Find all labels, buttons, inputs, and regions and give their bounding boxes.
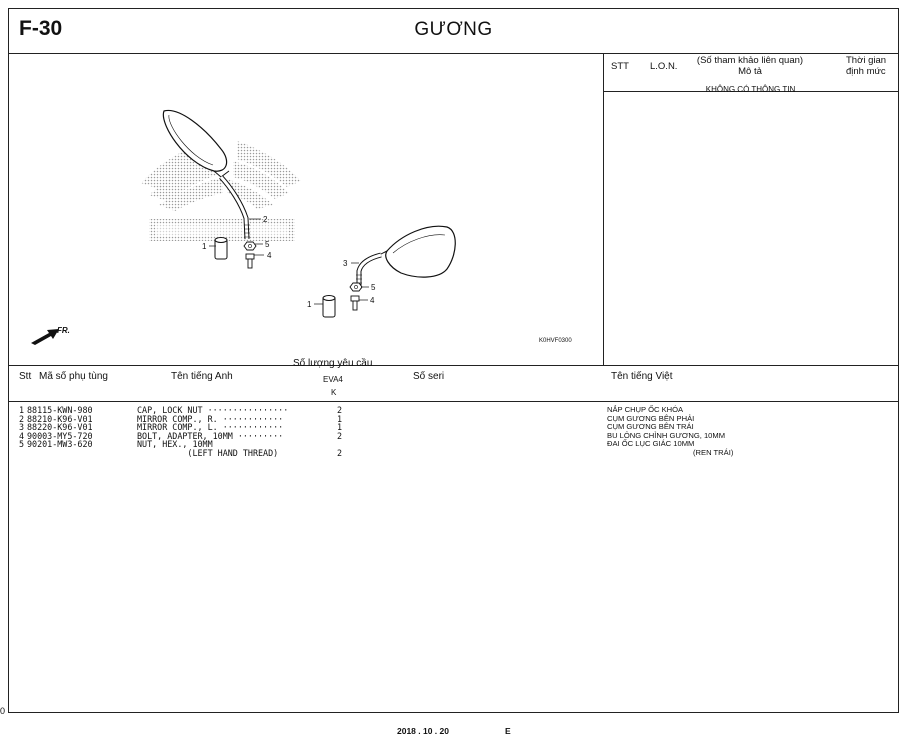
adapter-bolt-icon: [351, 296, 359, 310]
catalog-page-frame: [8, 8, 899, 713]
row-qty: 2: [337, 430, 343, 441]
row-part-no: 88115-KWN-980: [27, 405, 93, 415]
row-english: CAP, LOCK NUT ················: [137, 405, 289, 415]
footer-edition: E: [505, 726, 511, 736]
vietnamese-name: ĐAI ỐC LỤC GIÁC 10MM: [607, 439, 695, 449]
callout-4b: 4: [370, 296, 375, 305]
row-english: (LEFT HAND THREAD): [137, 447, 279, 458]
parts-col-qty-title: Số lượng yêu cầu: [293, 358, 373, 369]
row-english: MIRROR COMP., R. ············: [137, 413, 284, 424]
row-qty: 2: [337, 447, 343, 458]
row-stt: 5: [19, 439, 25, 450]
illustration-ref-code: K0HVF0300: [539, 338, 572, 344]
row-stt: 1: [19, 405, 25, 415]
parts-col-part-no: Mã số phụ tùng: [39, 371, 108, 382]
row-stt: 2: [19, 413, 25, 424]
ref-table-empty-message: KHÔNG CÓ THÔNG TIN: [705, 85, 796, 94]
parts-header-divider: [9, 401, 898, 402]
parts-col-qty-type: K: [331, 388, 337, 397]
ref-col-stt: STT: [611, 61, 629, 72]
vietnamese-names-list: [607, 406, 733, 458]
ref-col-time-1: Thời gian: [846, 55, 887, 66]
row-stt: 4: [19, 430, 25, 441]
ref-col-time-2: định mức: [846, 66, 886, 77]
parts-col-qty-model: EVA4: [323, 375, 343, 384]
page-title: GƯƠNG: [414, 19, 493, 40]
parts-col-vietnamese: Tên tiếng Việt: [611, 371, 673, 382]
row-stt: 3: [19, 422, 25, 433]
row-english: MIRROR COMP., L. ············: [137, 422, 284, 433]
callout-2: 2: [263, 215, 268, 224]
parts-illustration: [9, 53, 603, 365]
parts-col-english: Tên tiếng Anh: [171, 371, 233, 382]
row-english: BOLT, ADAPTER, 10MM ·········: [137, 430, 284, 441]
callout-5b: 5: [371, 283, 376, 292]
row-part-no: 90003-MY5-720: [27, 430, 93, 441]
ref-col-lon: L.O.N.: [650, 61, 678, 72]
lock-nut-cap-icon: [323, 296, 335, 318]
row-qty: 1: [337, 422, 343, 433]
row-part-no: 88210-K96-V01: [27, 413, 93, 424]
row-part-no: 90201-MW3-620: [27, 439, 93, 450]
ref-col-desc-2: Mô tả: [738, 66, 762, 77]
footer-date: 2018 . 10 . 20: [397, 726, 449, 736]
front-arrow-icon: [31, 326, 70, 345]
mirror-left-icon: [356, 226, 455, 289]
parts-col-serial: Số seri: [413, 371, 445, 382]
vietnamese-name: CỤM GƯƠNG BÊN PHẢI: [607, 413, 695, 423]
front-label: FR.: [57, 326, 70, 335]
row-part-no: [27, 449, 137, 458]
illustration-divider: [603, 53, 604, 365]
callout-1b: 1: [307, 300, 312, 309]
adapter-bolt-icon: [246, 254, 254, 268]
callout-3: 3: [343, 259, 348, 268]
hex-nut-icon: [244, 242, 256, 250]
vietnamese-name-note: (REN TRÁI): [693, 447, 734, 457]
section-code: F-30: [19, 17, 63, 40]
table-row: [19, 449, 357, 458]
vietnamese-name: NẮP CHỤP ỐC KHÓA: [607, 405, 684, 414]
illustration-bottom-divider: [9, 365, 898, 366]
ref-col-desc-1: (Số tham khảo liên quan): [696, 55, 804, 66]
row-qty: 2: [337, 405, 343, 415]
callout-4: 4: [267, 251, 272, 260]
parts-col-stt: Stt: [19, 371, 32, 382]
vietnamese-name: CỤM GƯƠNG BÊN TRÁI: [607, 422, 694, 432]
callout-1: 1: [202, 242, 207, 251]
callout-5: 5: [265, 240, 270, 249]
row-stt: [19, 449, 27, 458]
row-qty: 1: [337, 413, 343, 424]
vietnamese-name: BU LÔNG CHỈNH GƯƠNG, 10MM: [607, 430, 726, 440]
hex-nut-icon: [350, 283, 362, 291]
lock-nut-cap-icon: [215, 238, 227, 260]
row-english: NUT, HEX., 10MM: [137, 439, 213, 450]
row-part-no: 88220-K96-V01: [27, 422, 93, 433]
parts-list: [19, 406, 357, 458]
page-edge-number: 0: [0, 706, 6, 716]
